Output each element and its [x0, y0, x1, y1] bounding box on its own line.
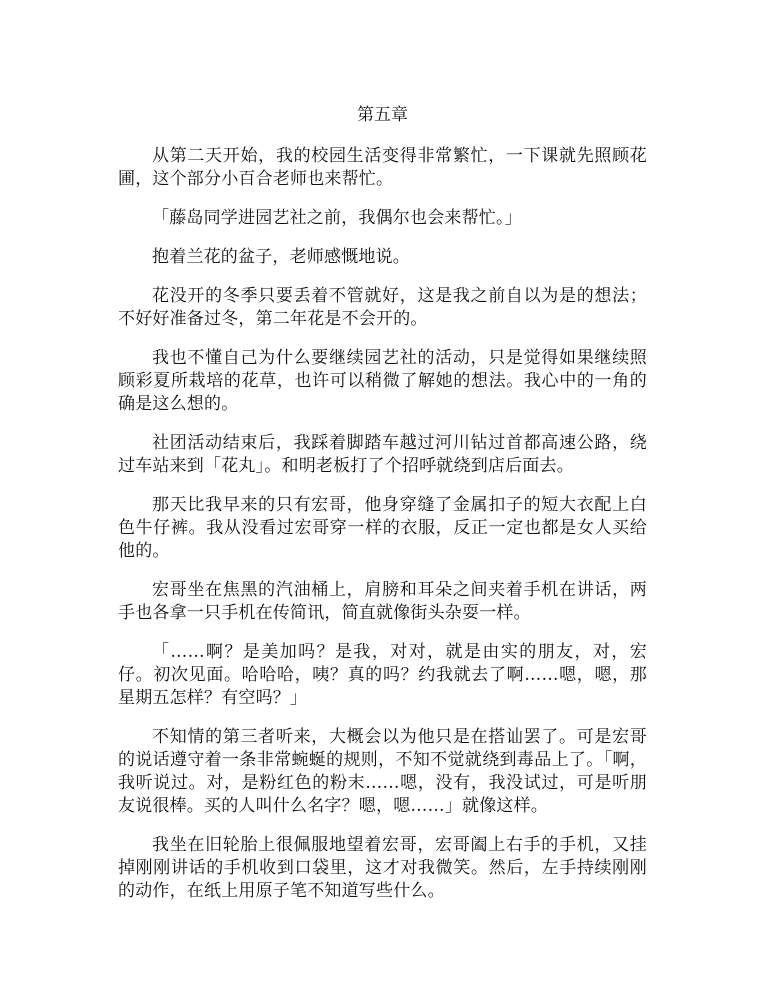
paragraph: 不知情的第三者听来，大概会以为他只是在搭讪罢了。可是宏哥的说话遵守着一条非常蜿蜒的规则，不知不觉就绕到毒品上了。「啊，我听说过。对，是粉红色的粉末……嗯，没有，我没试过，可是听朋友说很棒。买的人叫什么名字？嗯，嗯……」就像这样。 — [118, 727, 647, 816]
paragraph: 从第二天开始，我的校园生活变得非常繁忙，一下课就先照顾花圃，这个部分小百合老师也来帮忙。 — [118, 146, 647, 189]
paragraph: 抱着兰花的盆子，老师感慨地说。 — [152, 247, 410, 267]
paragraph: 「……啊？是美加吗？是我，对对，就是由实的朋友，对，宏仔。初次见面。哈哈哈，咦？真的吗？约我就去了啊……嗯，嗯，那星期五怎样？有空吗？」 — [118, 642, 647, 708]
paragraph: 我也不懂自己为什么要继续园艺社的活动，只是觉得如果继续照顾彩夏所栽培的花草，也许可以稍微了解她的想法。我心中的一角的确是这么想的。 — [118, 348, 647, 414]
paragraph: 宏哥坐在焦黑的汽油桶上，肩膀和耳朵之间夹着手机在讲话，两手也各拿一只手机在传简讯，简直就像街头杂耍一样。 — [118, 580, 647, 623]
paragraph: 那天比我早来的只有宏哥，他身穿缝了金属扣子的短大衣配上白色牛仔裤。我从没看过宏哥穿一样的衣服，反正一定也都是女人买给他的。 — [118, 495, 647, 561]
paragraph: 我坐在旧轮胎上很佩服地望着宏哥，宏哥阖上右手的手机，又挂掉刚刚讲话的手机收到口袋里，这才对我微笑。然后，左手持续刚刚的动作，在纸上用原子笔不知道写些什么。 — [118, 835, 647, 901]
paragraph: 花没开的冬季只要丢着不管就好，这是我之前自以为是的想法；不好好准备过冬，第二年花是不会开的。 — [118, 286, 647, 329]
chapter-title: 第五章 — [357, 105, 408, 125]
paragraph: 社团活动结束后，我踩着脚踏车越过河川钻过首都高速公路，绕过车站来到「花丸」。和明老板打了个招呼就绕到店后面去。 — [118, 433, 647, 476]
paragraph: 「藤岛同学进园艺社之前，我偶尔也会来帮忙。」 — [152, 208, 522, 228]
